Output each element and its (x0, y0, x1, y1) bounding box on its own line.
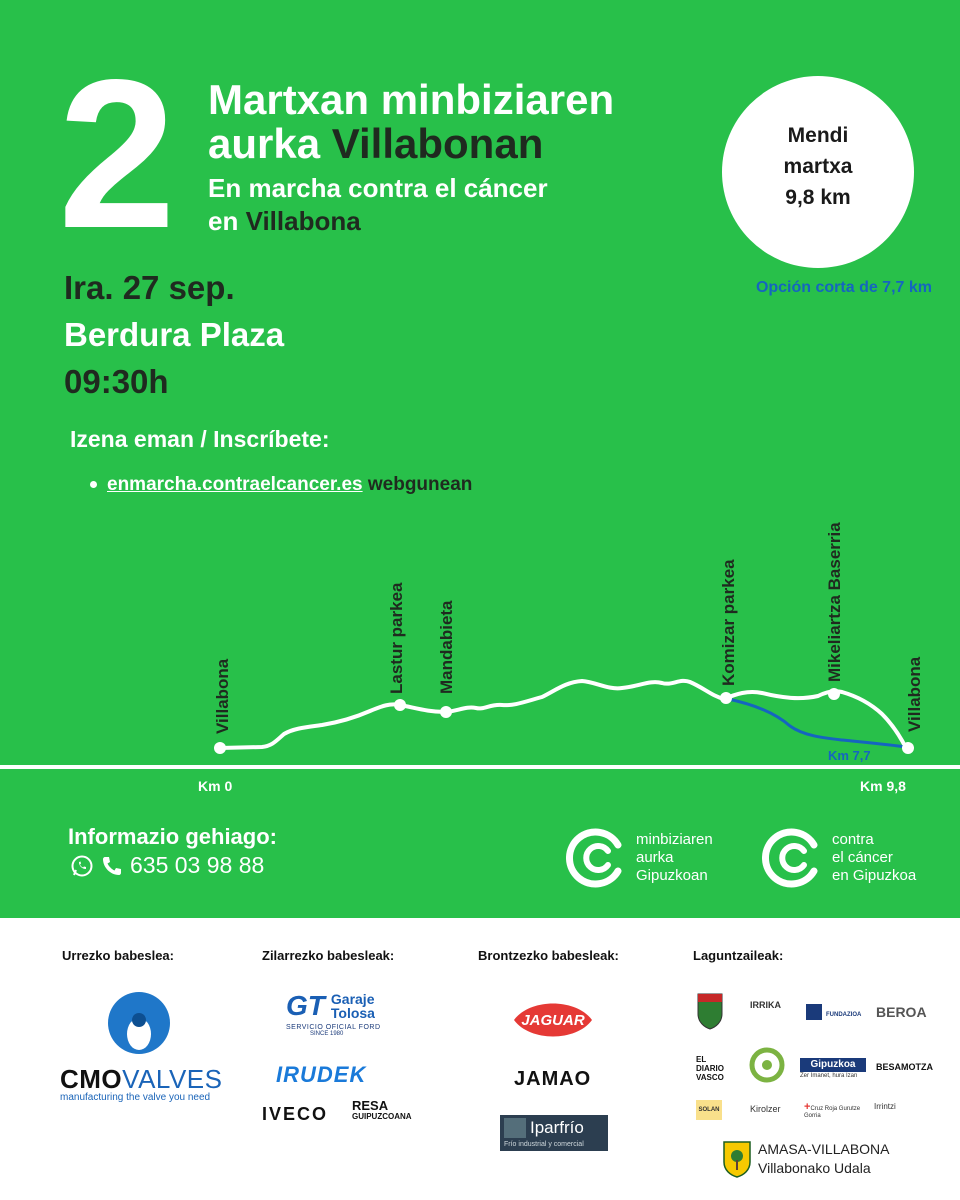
edition-number: 2 (58, 35, 172, 272)
collaborators-heading: Laguntzaileak: (693, 948, 784, 963)
route-line (220, 681, 906, 748)
irrintzi-logo: Irrintzi (874, 1102, 896, 1111)
route-profile (0, 480, 960, 810)
stop-marker (828, 688, 840, 700)
stop-marker (394, 699, 406, 711)
gipuzkoa-tagline: Zer Imanet, hura Izan (800, 1073, 858, 1079)
stop-label: Lastur parkea (387, 582, 406, 694)
stop-label: Villabona (905, 656, 924, 732)
cruz-roja-logo: +Cruz Roja Gurutze Gorria (804, 1101, 861, 1119)
iparfrio-icon (504, 1118, 526, 1138)
gold-sponsor-heading: Urrezko babeslea: (62, 948, 174, 963)
org-c-icon (762, 827, 824, 889)
kirolzer-logo: Kirolzer (750, 1104, 781, 1114)
km-end-label: Km 9,8 (860, 778, 906, 794)
event-place: Berdura Plaza (64, 316, 285, 353)
stop-marker (214, 742, 226, 754)
title-spanish: En marcha contra el cáncer en Villabona (208, 173, 548, 236)
iveco-logo: IVECO (262, 1104, 329, 1124)
title-basque: Martxan minbiziaren aurka Villabonan (208, 76, 615, 167)
town-shield-icon (696, 990, 724, 1030)
registration-heading: Izena eman / Inscríbete: (70, 426, 330, 452)
amasa-villabona-logo: AMASA-VILLABONA Villabonako Udala (758, 1141, 890, 1176)
registration-item: enmarcha.contraelcancer.es webgunean (90, 474, 472, 496)
red-cross-icon: + (804, 1101, 811, 1113)
cmo-valves-logo-mark (106, 990, 172, 1056)
km-start-label: Km 0 (198, 778, 233, 794)
org-c-icon (566, 827, 628, 889)
stop-marker (902, 742, 914, 754)
jamao-logo: JAMAO (514, 1068, 592, 1090)
contact-heading: Informazio gehiago: (68, 824, 277, 849)
contact-phone-row (70, 852, 264, 879)
silver-sponsor-heading: Zilarrezko babesleak: (262, 948, 395, 963)
diario-vasco-logo: EL DIARIO VASCO (696, 1055, 724, 1082)
resa-logo: RESA GUIPUZCOANA (352, 1098, 412, 1121)
iparfrio-logo: Iparfrío Frío industrial y comercial (500, 1115, 608, 1151)
distance-badge: Mendi martxa 9,8 km (722, 76, 914, 268)
garaje-tolosa-logo: GT Garaje Tolosa SERVICIO OFICIAL FORD SINCE 1980 (286, 990, 381, 1037)
registration-link[interactable]: enmarcha.contraelcancer.es (107, 474, 363, 495)
cmo-valves-tagline: manufacturing the valve you need (60, 1092, 211, 1103)
stop-marker (720, 692, 732, 704)
stop-label: Mikeliartza Baserria (825, 522, 844, 682)
gipuzkoa-logo: Gipuzkoa (800, 1058, 866, 1072)
irudek-logo: IRUDEK (276, 1062, 367, 1087)
beroa-logo: BEROA (876, 1004, 927, 1020)
stop-label: Villabona (213, 658, 232, 734)
green-ring-logo (748, 1046, 786, 1084)
fundazioa-logo: FUNDAZIOA (826, 1012, 862, 1018)
solan-logo: SOLAN (696, 1100, 722, 1120)
whatsapp-icon (70, 854, 94, 878)
org-logo-spanish: contra el cáncer en Gipuzkoa (762, 826, 916, 890)
cmo-valves-name: CMOVALVES (60, 1064, 223, 1094)
besamotza-logo: BESAMOTZA (876, 1062, 933, 1072)
org-logo-basque: minbiziaren aurka Gipuzkoan (566, 826, 713, 890)
bronze-sponsor-heading: Brontzezko babesleak: (478, 948, 619, 963)
fundazioa-icon (806, 1004, 822, 1020)
short-route-line (728, 699, 906, 747)
event-details (64, 264, 284, 405)
short-option-label: Opción corta de 7,7 km (755, 279, 932, 296)
stop-label: Komizar parkea (719, 559, 738, 686)
amasa-villabona-shield-icon (722, 1140, 752, 1178)
svg-text:JAGUAR: JAGUAR (521, 1012, 585, 1029)
phone-number[interactable]: 635 03 98 88 (130, 852, 265, 878)
irrika-logo: IRRIKA (750, 1000, 781, 1010)
stop-label: Mandabieta (437, 600, 456, 694)
jaguar-logo (510, 996, 596, 1044)
short-end-label: Km 7,7 (828, 748, 871, 763)
event-time: 09:30h (64, 363, 169, 400)
event-date: Ira. 27 sep. (64, 269, 235, 306)
stop-marker (440, 706, 452, 718)
phone-icon (100, 854, 124, 878)
